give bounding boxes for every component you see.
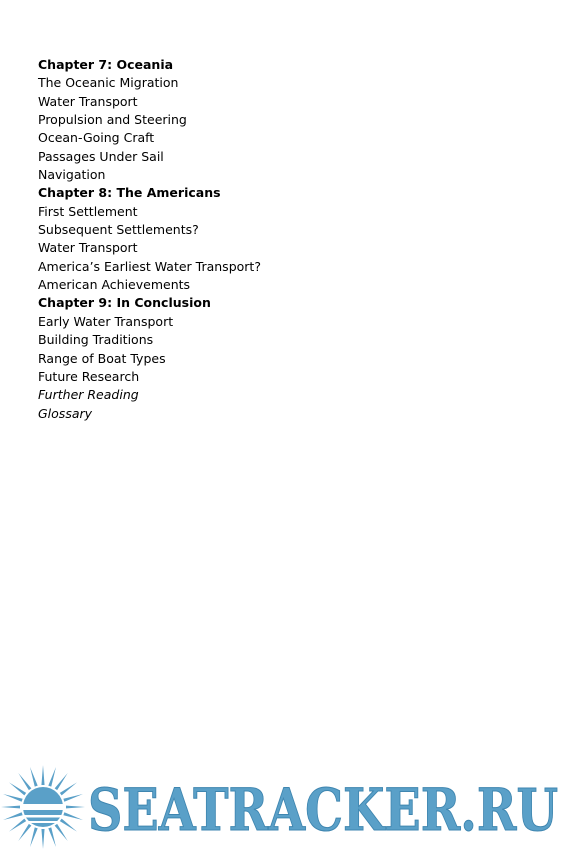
table-of-contents xyxy=(38,56,538,423)
sun-ray xyxy=(60,782,77,795)
sun-ray xyxy=(48,767,56,787)
toc-entry: American Achievements xyxy=(38,277,191,293)
sun-ray xyxy=(1,805,21,808)
sun-ray xyxy=(18,773,31,790)
toc-entry: Propulsion and Steering xyxy=(38,112,187,128)
sun-ray xyxy=(41,765,44,785)
toc-entry: America’s Earliest Water Transport? xyxy=(38,258,261,274)
sun-ray xyxy=(9,819,26,832)
sun-ray xyxy=(65,805,85,808)
toc-chapter-heading: Chapter 8: The Americans xyxy=(38,185,221,201)
sun-ray xyxy=(55,824,68,841)
toc-entry: First Settlement xyxy=(38,203,138,219)
sun-ray xyxy=(60,819,77,832)
sun-ray xyxy=(48,827,56,847)
sun-ray xyxy=(3,794,23,802)
toc-entry: Navigation xyxy=(38,167,106,183)
toc-entry: Range of Boat Types xyxy=(38,350,166,366)
toc-entry: Subsequent Settlements? xyxy=(38,222,199,238)
toc-entry: Early Water Transport xyxy=(38,313,174,329)
sun-ray xyxy=(30,767,38,787)
toc-chapter-heading: Chapter 9: In Conclusion xyxy=(38,295,211,311)
toc-entry-glossary: Glossary xyxy=(38,405,93,421)
sun-ray xyxy=(63,812,83,820)
sun-ray xyxy=(9,782,26,795)
sun-ray xyxy=(30,827,38,847)
toc-entry-further-reading: Further Reading xyxy=(38,387,139,403)
toc-entry: The Oceanic Migration xyxy=(38,75,179,91)
sun-ray xyxy=(41,829,44,849)
sun-ray xyxy=(63,794,83,802)
sun-ray xyxy=(55,773,68,790)
sun-ray xyxy=(3,812,23,820)
toc-entry: Passages Under Sail xyxy=(38,148,164,164)
watermark-label: SEATRACKER.RU xyxy=(88,782,558,836)
sun-over-water-icon xyxy=(0,764,86,850)
toc-entry: Water Transport xyxy=(38,93,138,109)
toc-entry: Building Traditions xyxy=(38,332,154,348)
toc-entry: Water Transport xyxy=(38,240,138,256)
toc-entry: Ocean-Going Craft xyxy=(38,130,155,146)
toc-entry: Future Research xyxy=(38,368,140,384)
toc-chapter-heading: Chapter 7: Oceania xyxy=(38,57,174,72)
watermark-text xyxy=(88,782,558,836)
sun-ray xyxy=(18,824,31,841)
watermark xyxy=(0,764,566,850)
